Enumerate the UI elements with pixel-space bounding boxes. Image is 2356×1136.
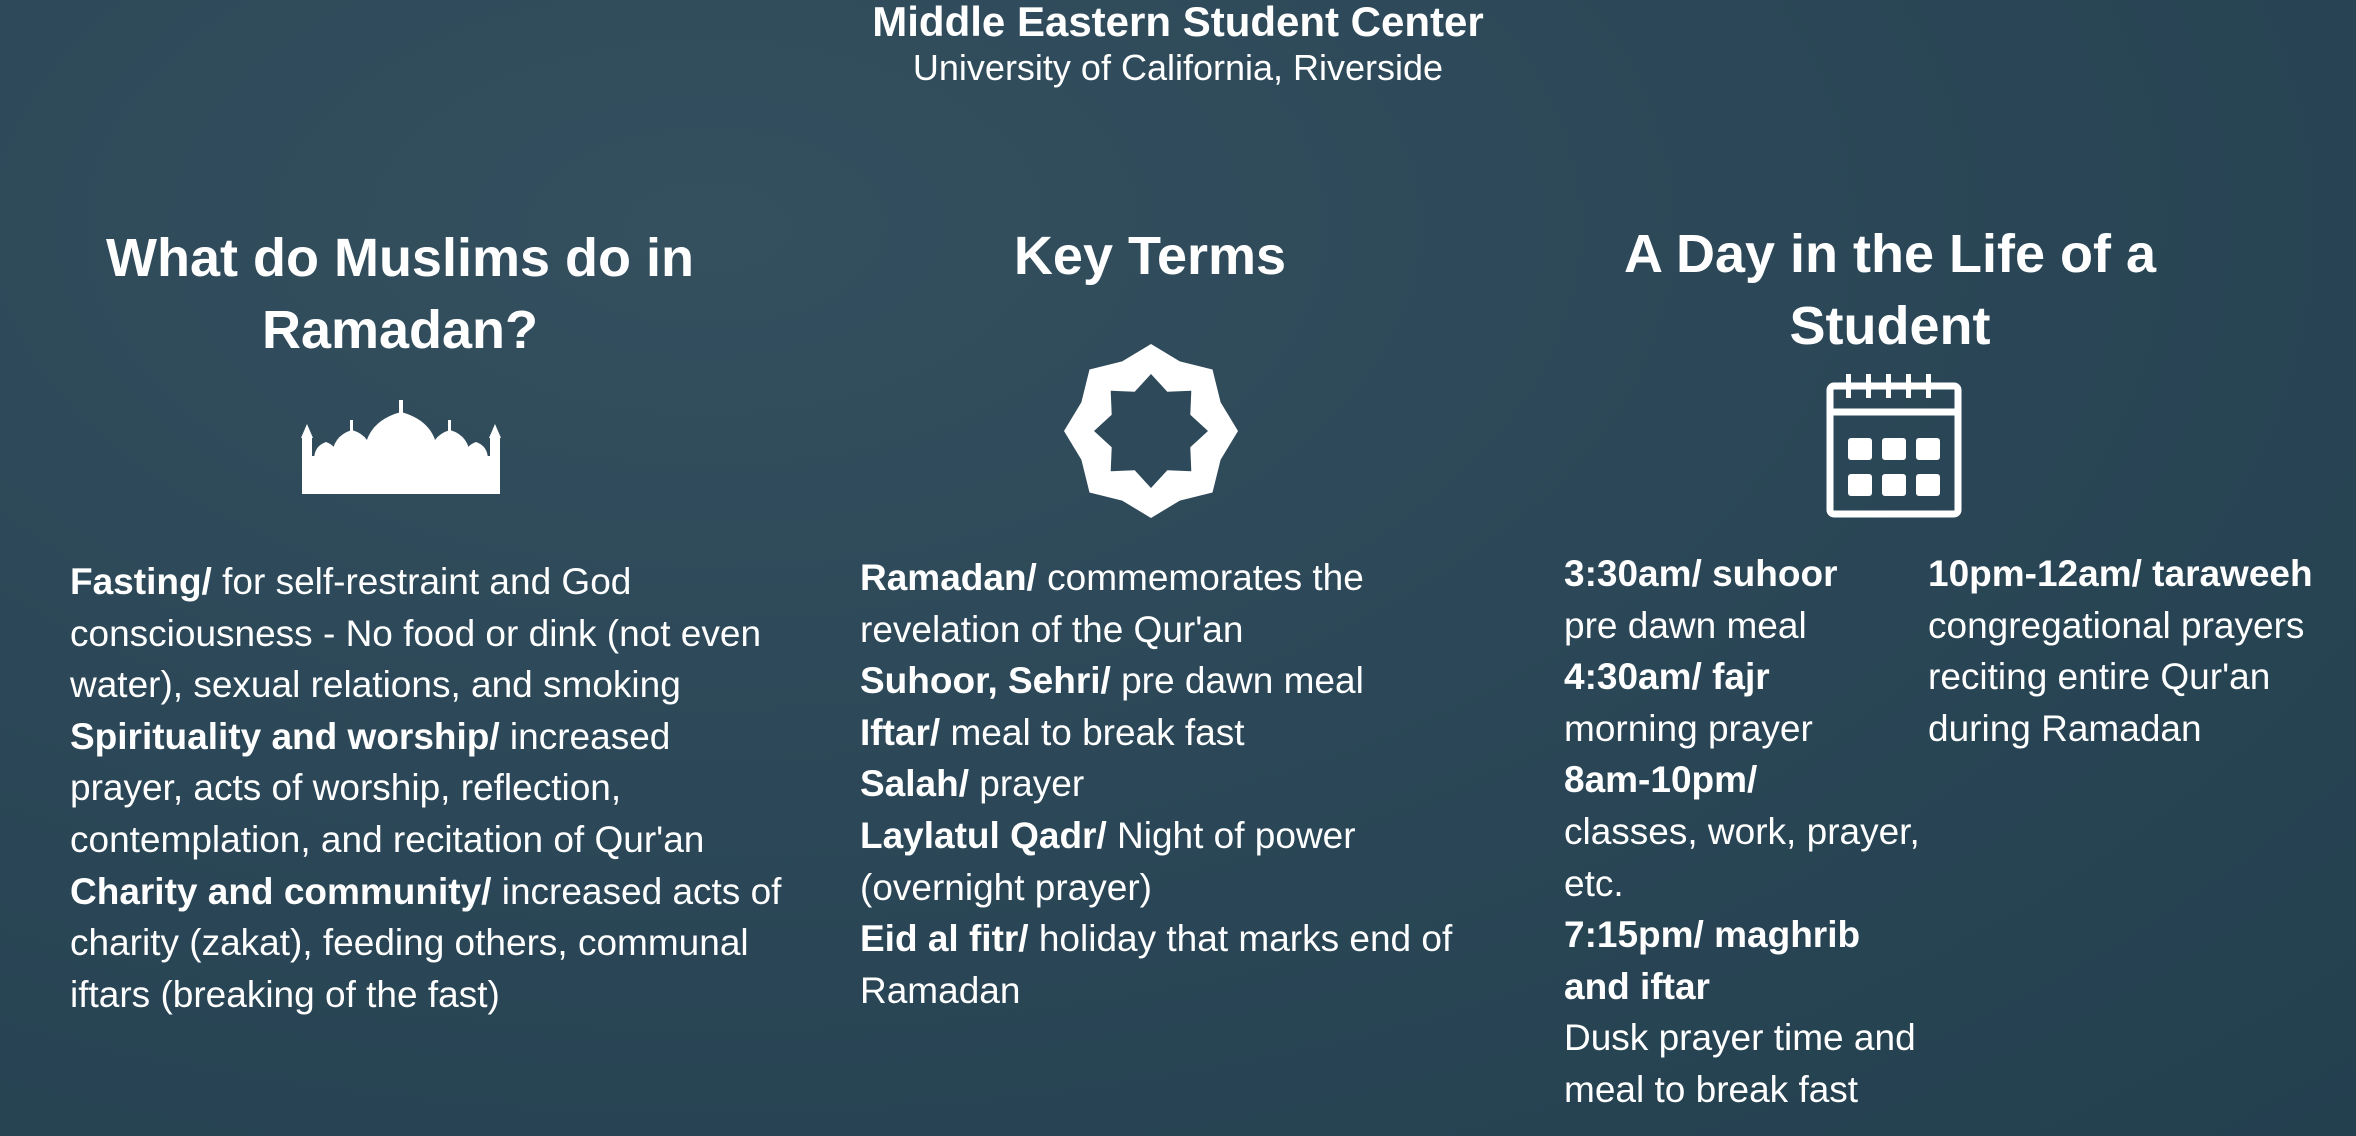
key-terms-list [860,552,1520,1016]
list-item [860,655,1520,707]
entry-text: pre dawn meal [1110,660,1364,702]
list-item [70,866,790,1021]
list-item [860,707,1520,759]
schedule-desc: pre dawn meal [1564,604,1807,646]
schedule-item [1564,651,1934,754]
schedule-item [1564,754,1934,909]
schedule-time: 10pm-12am/ taraweeh [1928,553,2313,594]
university-name: University of California, Riverside [912,47,1444,88]
schedule-list-right [1928,548,2348,754]
entry-term: Laylatul Qadr/ [860,814,1107,856]
schedule-desc: Dusk prayer time and meal to break fast [1564,1017,1916,1110]
list-item [860,552,1520,655]
list-item [860,810,1520,913]
entry-term: Suhoor, Sehri/ [860,660,1111,702]
entry-text: for self-restraint and God consciousness - No food or dink (not even water), sexual relations, and smoking [70,561,762,706]
entry-term: Fasting/ [70,561,212,602]
key-terms-heading: Key Terms [1013,226,1287,286]
entry-term: Spirituality and worship/ [70,715,500,757]
entry-text: increased prayer, acts of worship, reflection, contemplation, and recitation of Qur'an [70,715,705,860]
entry-text: Night of power (overnight prayer) [860,814,1356,908]
schedule-time: 7:15pm/ maghrib and iftar [1564,914,1861,1007]
schedule-item [1564,548,1934,651]
entry-term: Salah/ [860,763,969,805]
schedule-desc: morning prayer [1564,707,1813,749]
ramadan-practices-list [70,556,790,1020]
calendar-icon [1826,372,1962,518]
entry-text: meal to break fast [940,711,1245,753]
schedule-desc: classes, work, prayer, etc. [1564,810,1920,904]
entry-term: Iftar/ [860,711,941,753]
schedule-time: 4:30am/ fajr [1564,656,1770,698]
entry-text: holiday that marks end of Ramadan [860,918,1453,1011]
day-in-life-heading: A Day in the Life of a Student [1623,224,2157,356]
entry-text: increased acts of charity (zakat), feeding others, communal iftars (breaking of the fast) [70,870,782,1015]
schedule-item [1564,909,1934,1115]
schedule-item [1928,548,2348,754]
list-item [860,758,1520,810]
entry-text: prayer [969,763,1085,805]
entry-term: Eid al fitr/ [860,918,1029,960]
list-item [860,913,1520,1016]
schedule-list-left [1564,548,1934,1116]
entry-text: commemorates the revelation of the Qur'an [860,557,1364,650]
entry-term: Ramadan/ [860,557,1037,598]
list-item [70,711,790,866]
center-title: Middle Eastern Student Center [872,0,1484,45]
schedule-desc: congregational prayers reciting entire Qur'an during Ramadan [1928,604,2305,749]
ramadan-practices-heading: What do Muslims do in Ramadan? [106,228,694,360]
schedule-time: 3:30am/ suhoor [1564,553,1838,594]
list-item [70,556,790,711]
eight-pointed-star-icon [1064,344,1238,518]
mosque-icon [300,400,502,494]
entry-term: Charity and community/ [70,870,492,912]
schedule-time: 8am-10pm/ [1564,759,1758,801]
